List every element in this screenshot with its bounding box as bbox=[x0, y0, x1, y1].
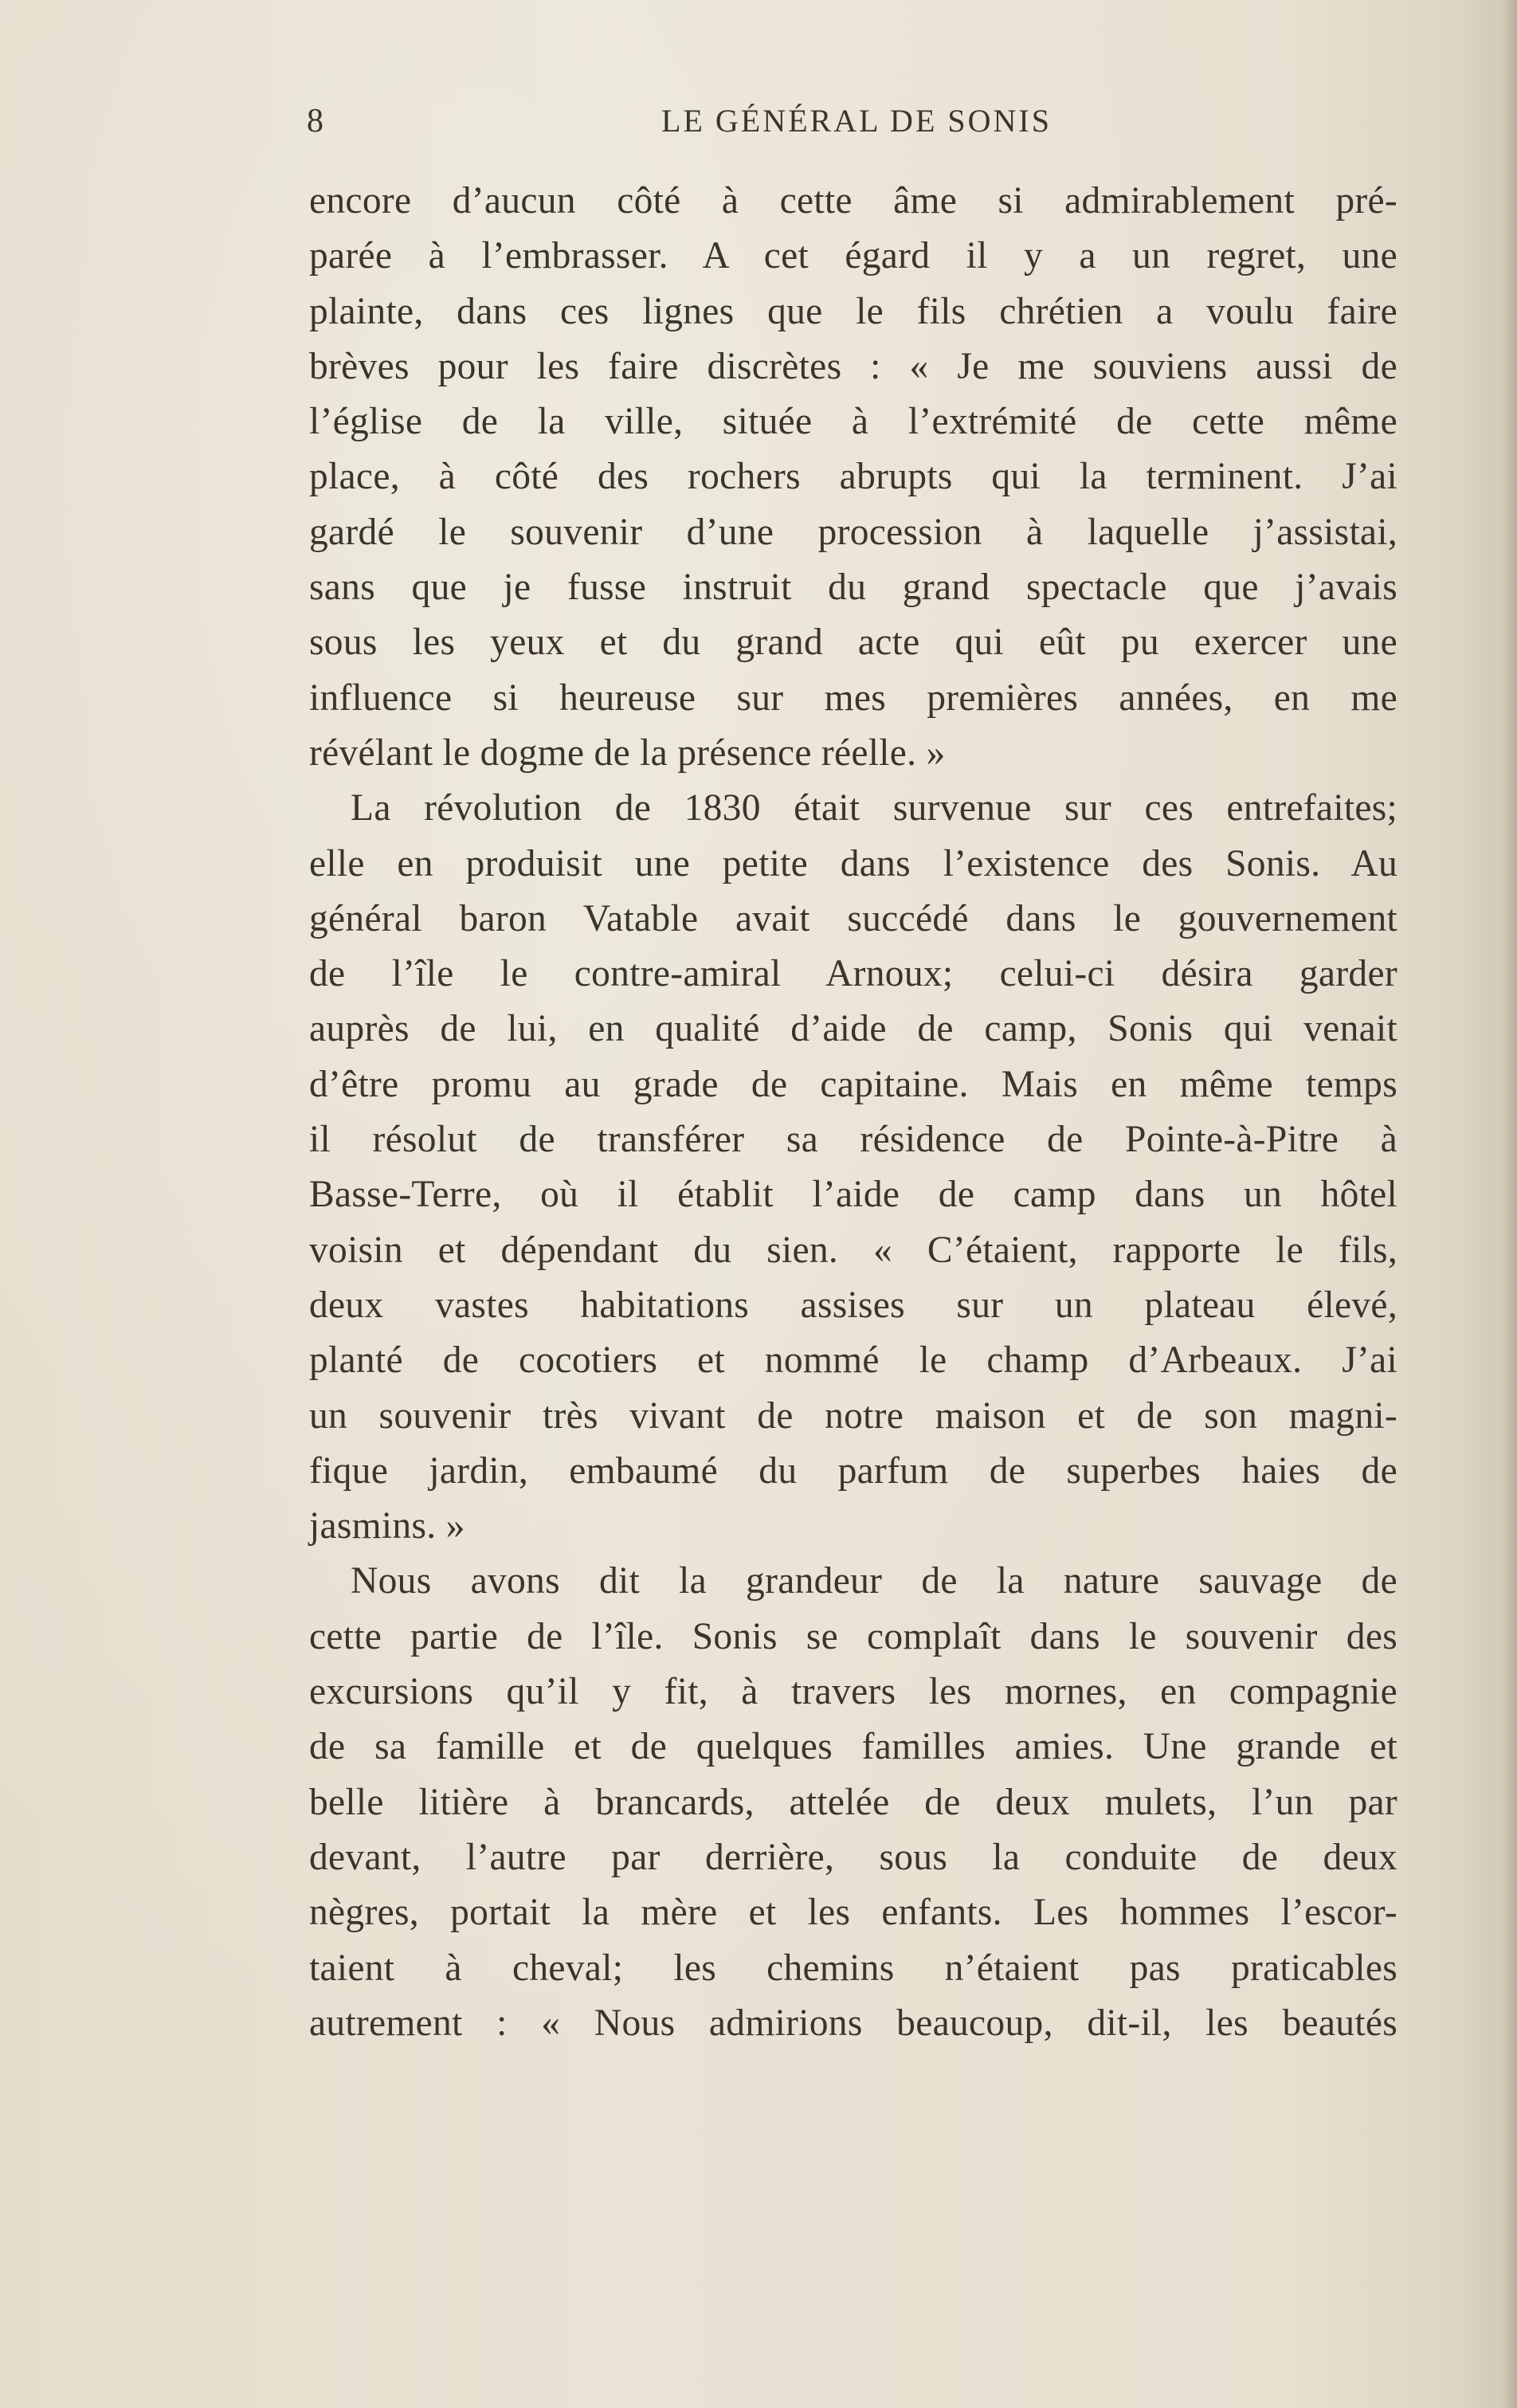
text-line: général baron Vatable avait succédé dans le gouvernement bbox=[309, 897, 1397, 939]
body-text bbox=[309, 174, 1397, 2051]
text-line: sans que je fusse instruit du grand spectacle que j’avais bbox=[309, 567, 1397, 609]
text-line: il résolut de transférer sa résidence de Pointe-à-Pitre à bbox=[309, 1119, 1397, 1161]
text-line: nègres, portait la mère et les enfants. Les hommes l’escor- bbox=[309, 1892, 1397, 1934]
text-line: un souvenir très vivant de notre maison et de son magni- bbox=[309, 1394, 1397, 1437]
page-header bbox=[307, 102, 1406, 150]
text-line: influence si heureuse sur mes premières années, en me bbox=[309, 677, 1397, 719]
text-line: révélant le dogme de la présence réelle. » bbox=[309, 731, 946, 774]
page-number: 8 bbox=[307, 103, 324, 139]
text-line: sous les yeux et du grand acte qui eût pu exercer une bbox=[309, 622, 1397, 664]
text-line: parée à l’embrasser. A cet égard il y a un regret, une bbox=[309, 235, 1397, 277]
text-line: Basse-Terre, où il établit l’aide de camp dans un hôtel bbox=[309, 1174, 1397, 1216]
text-line: de sa famille et de quelques familles amies. Une grande et bbox=[309, 1726, 1397, 1768]
text-line: devant, l’autre par derrière, sous la conduite de deux bbox=[309, 1836, 1397, 1878]
text-line: cette partie de l’île. Sonis se complaît dans le souvenir des bbox=[309, 1615, 1397, 1657]
text-line: plainte, dans ces lignes que le fils chrétien a voulu faire bbox=[309, 290, 1397, 332]
text-line: taient à cheval; les chemins n’étaient pas praticables bbox=[309, 1947, 1397, 1989]
text-line: planté de cocotiers et nommé le champ d’Arbeaux. J’ai bbox=[309, 1339, 1397, 1382]
text-line: d’être promu au grade de capitaine. Mais en même temps bbox=[309, 1063, 1397, 1105]
text-line: excursions qu’il y fit, à travers les mornes, en compagnie bbox=[309, 1671, 1397, 1713]
text-line: de l’île le contre-amiral Arnoux; celui-ci désira garder bbox=[309, 953, 1397, 995]
text-line: La révolution de 1830 était survenue sur ces entrefaites; bbox=[351, 787, 1397, 829]
text-line: brèves pour les faire discrètes : « Je me souviens aussi de bbox=[309, 345, 1397, 387]
text-line: encore d’aucun côté à cette âme si admirablement pré- bbox=[309, 180, 1397, 222]
running-title: LE GÉNÉRAL DE SONIS bbox=[661, 103, 1052, 139]
text-line: deux vastes habitations assises sur un plateau élevé, bbox=[309, 1284, 1397, 1326]
text-line: l’église de la ville, située à l’extrémité de cette même bbox=[309, 401, 1397, 443]
text-line: Nous avons dit la grandeur de la nature sauvage de bbox=[351, 1560, 1397, 1602]
text-line: jasmins. » bbox=[309, 1505, 465, 1547]
text-line: belle litière à brancards, attelée de deux mulets, l’un par bbox=[309, 1781, 1397, 1823]
text-line: auprès de lui, en qualité d’aide de camp, Sonis qui venait bbox=[309, 1008, 1397, 1050]
text-line: autrement : « Nous admirions beaucoup, dit-il, les beautés bbox=[309, 2002, 1397, 2044]
text-line: elle en produisit une petite dans l’existence des Sonis. Au bbox=[309, 842, 1397, 884]
text-line: voisin et dépendant du sien. « C’étaient, rapporte le fils, bbox=[309, 1229, 1397, 1271]
text-line: fique jardin, embaumé du parfum de superbes haies de bbox=[309, 1449, 1397, 1492]
text-line: place, à côté des rochers abrupts qui la terminent. J’ai bbox=[309, 456, 1397, 498]
page-edge-shadow bbox=[1503, 0, 1517, 2408]
text-line: gardé le souvenir d’une procession à laquelle j’assistai, bbox=[309, 511, 1397, 553]
